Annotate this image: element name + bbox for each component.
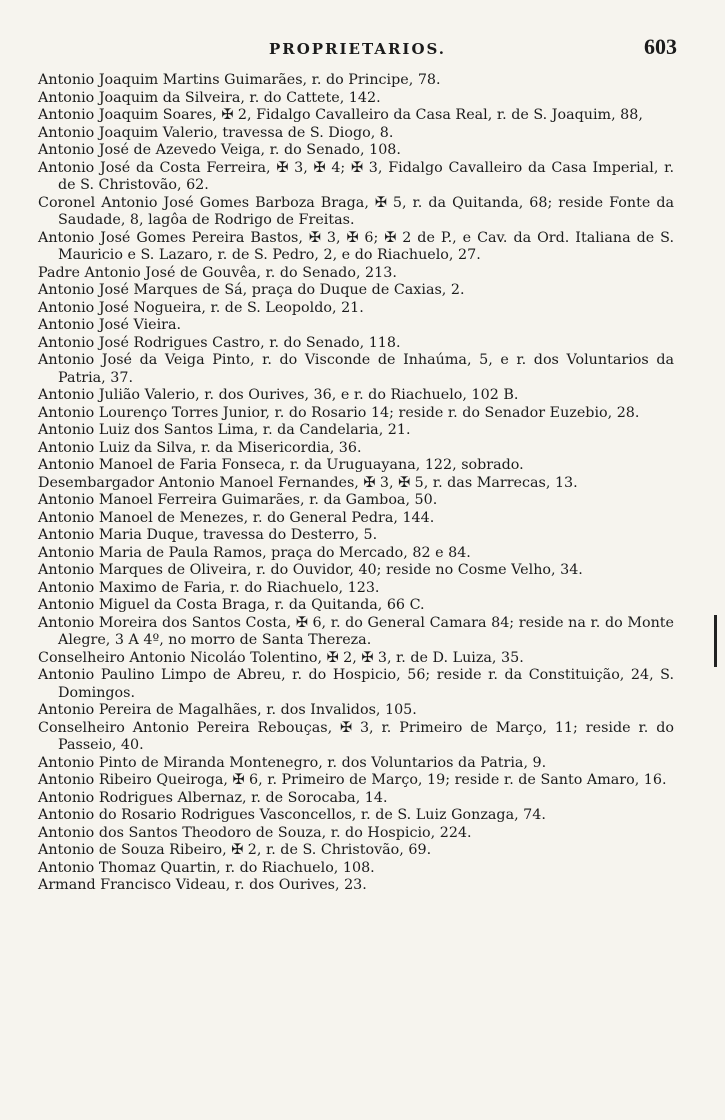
- directory-entry: Conselheiro Antonio Pereira Rebouças, ✠ 3, r. Primeiro de Março, 11; reside r. do Passeio, 40.: [38, 719, 674, 753]
- page-header: [38, 34, 677, 64]
- directory-entry: Desembargador Antonio Manoel Fernandes, ✠ 3, ✠ 5, r. das Marrecas, 13.: [38, 474, 578, 491]
- directory-entry: Antonio Luiz da Silva, r. da Misericordia, 36.: [38, 439, 362, 456]
- directory-entry: Conselheiro Antonio Nicoláo Tolentino, ✠ 2, ✠ 3, r. de D. Luiza, 35.: [38, 649, 524, 666]
- directory-entry: Antonio dos Santos Theodoro de Souza, r. do Hospicio, 224.: [38, 824, 472, 841]
- directory-entry: Antonio Maria Duque, travessa do Desterro, 5.: [38, 527, 378, 543]
- directory-entry: Antonio de Souza Ribeiro, ✠ 2, r. de S. Christovão, 69.: [38, 842, 432, 858]
- directory-entry: Antonio José Rodrigues Castro, r. do Senado, 118.: [38, 334, 401, 351]
- directory-entry: Antonio Pereira de Magalhães, r. dos Invalidos, 105.: [38, 702, 417, 718]
- directory-entry: Antonio Lourenço Torres Junior, r. do Rosario 14; reside r. do Senador Euzebio, 28.: [38, 404, 640, 421]
- directory-entry: Antonio Maximo de Faria, r. do Riachuelo, 123.: [38, 579, 380, 596]
- directory-entry: Antonio Manoel de Menezes, r. do General Pedra, 144.: [38, 509, 435, 526]
- directory-entry: Antonio Luiz dos Santos Lima, r. da Candelaria, 21.: [38, 422, 411, 438]
- directory-entry: Padre Antonio José de Gouvêa, r. do Senado, 213.: [38, 264, 397, 281]
- directory-entry: Antonio Joaquim Martins Guimarães, r. do Principe, 78.: [38, 72, 441, 88]
- directory-entry: Antonio José da Costa Ferreira, ✠ 3, ✠ 4; ✠ 3, Fidalgo Cavalleiro da Casa Imperial, r. de S. Christovão, 62.: [38, 159, 674, 193]
- directory-entry: Antonio José de Azevedo Veiga, r. do Senado, 108.: [38, 142, 401, 158]
- directory-entry: Antonio Joaquim da Silveira, r. do Cattete, 142.: [38, 89, 381, 106]
- directory-entry: Antonio José Gomes Pereira Bastos, ✠ 3, ✠ 6; ✠ 2 de P., e Cav. da Ord. Italiana de S. Mauricio e S. Lazaro, r. de S. Pedro, 2, e do Riachuelo, 27.: [38, 229, 674, 263]
- directory-entry: Antonio Paulino Limpo de Abreu, r. do Hospicio, 56; reside r. da Constituição, 24, S. Domingos.: [38, 667, 674, 701]
- directory-entry: Armand Francisco Videau, r. dos Ourives, 23.: [38, 877, 367, 893]
- directory-entry: Antonio Manoel Ferreira Guimarães, r. da Gamboa, 50.: [38, 492, 438, 508]
- entry-list: [38, 72, 674, 895]
- directory-entry: Antonio do Rosario Rodrigues Vasconcellos, r. de S. Luiz Gonzaga, 74.: [38, 807, 546, 823]
- directory-entry: Antonio Moreira dos Santos Costa, ✠ 6, r. do General Camara 84; reside na r. do Monte Alegre, 3 A 4º, no morro de Santa Thereza.: [38, 614, 674, 648]
- margin-mark: [714, 615, 717, 667]
- directory-entry: Antonio José Vieira.: [38, 317, 182, 333]
- directory-entry: Antonio Marques de Oliveira, r. do Ouvidor, 40; reside no Cosme Velho, 34.: [38, 562, 583, 578]
- directory-entry: Antonio José Marques de Sá, praça do Duque de Caxias, 2.: [38, 282, 465, 298]
- directory-entry: Antonio José Nogueira, r. de S. Leopoldo, 21.: [38, 299, 364, 316]
- directory-entry: Antonio Ribeiro Queiroga, ✠ 6, r. Primeiro de Março, 19; reside r. de Santo Amaro, 16.: [38, 772, 667, 788]
- directory-entry: Antonio Joaquim Soares, ✠ 2, Fidalgo Cavalleiro da Casa Real, r. de S. Joaquim, 88,: [38, 107, 643, 123]
- directory-entry: Antonio Manoel de Faria Fonseca, r. da Uruguayana, 122, sobrado.: [38, 457, 524, 473]
- directory-entry: Antonio Miguel da Costa Braga, r. da Quitanda, 66 C.: [38, 597, 425, 613]
- directory-entry: Antonio Pinto de Miranda Montenegro, r. dos Voluntarios da Patria, 9.: [38, 754, 547, 771]
- directory-entry: Antonio Rodrigues Albernaz, r. de Sorocaba, 14.: [38, 789, 388, 806]
- page-number: 603: [644, 34, 677, 59]
- directory-entry: Antonio Maria de Paula Ramos, praça do Mercado, 82 e 84.: [38, 544, 471, 561]
- directory-entry: Antonio Julião Valerio, r. dos Ourives, 36, e r. do Riachuelo, 102 B.: [38, 387, 519, 403]
- directory-entry: Coronel Antonio José Gomes Barboza Braga, ✠ 5, r. da Quitanda, 68; reside Fonte da Saudade, 8, lagôa de Rodrigo de Freitas.: [38, 194, 674, 228]
- running-title: PROPRIETARIOS.: [268, 40, 447, 58]
- directory-entry: Antonio José da Veiga Pinto, r. do Visconde de Inhaúma, 5, e r. dos Voluntarios da Patria, 37.: [38, 352, 674, 386]
- directory-entry: Antonio Thomaz Quartin, r. do Riachuelo, 108.: [38, 859, 375, 876]
- directory-entry: Antonio Joaquim Valerio, travessa de S. Diogo, 8.: [38, 124, 394, 141]
